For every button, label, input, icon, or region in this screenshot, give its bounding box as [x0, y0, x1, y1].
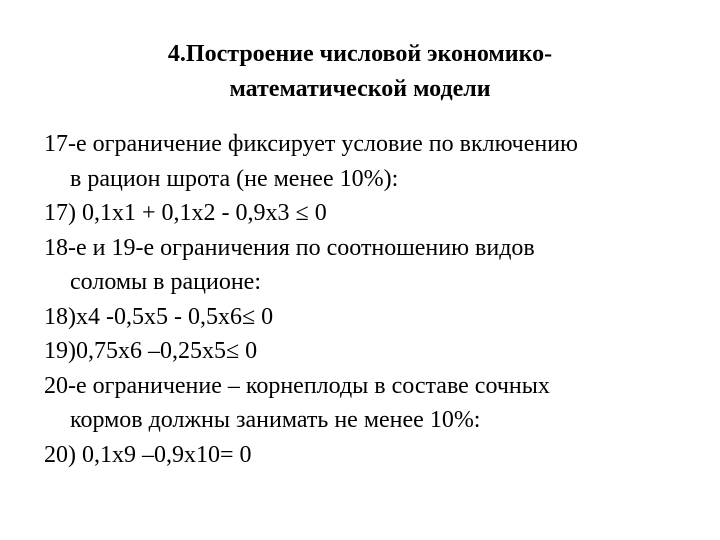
- text-line: соломы в рационе:: [70, 269, 262, 295]
- text-line: 17) 0,1х1 + 0,1х2 - 0,9х3 ≤ 0: [44, 200, 327, 226]
- equation-19: [44, 334, 694, 369]
- paragraph-constraint-17-description: [44, 127, 694, 196]
- text-line: 19)0,75х6 –0,25х5≤ 0: [44, 338, 258, 364]
- paragraph-constraints-18-19-description: [44, 231, 694, 300]
- text-line: 18-е и 19-е ограничения по соотношению видов: [44, 234, 535, 261]
- text-line: 20) 0,1х9 –0,9х10= 0: [44, 441, 252, 468]
- text-line: кормов должны занимать не менее 10%:: [70, 407, 481, 433]
- paragraph-constraint-20-description: [44, 369, 694, 438]
- text-line: 20-е ограничение – корнеплоды в составе сочных: [44, 372, 550, 399]
- slide-title: [60, 37, 660, 107]
- equation-20: [44, 438, 694, 473]
- equation-17: [44, 196, 694, 231]
- equation-18: [44, 300, 694, 335]
- text-line: 17-е ограничение фиксирует условие по включению: [44, 131, 578, 157]
- slide-body: [44, 127, 694, 472]
- text-line: в рацион шрота (не менее 10%):: [70, 165, 399, 192]
- title-line-2: математической модели: [229, 76, 491, 102]
- text-line: 18)х4 -0,5х5 - 0,5х6≤ 0: [44, 303, 274, 330]
- title-line-1: 4.Построение числовой экономико-: [167, 41, 553, 67]
